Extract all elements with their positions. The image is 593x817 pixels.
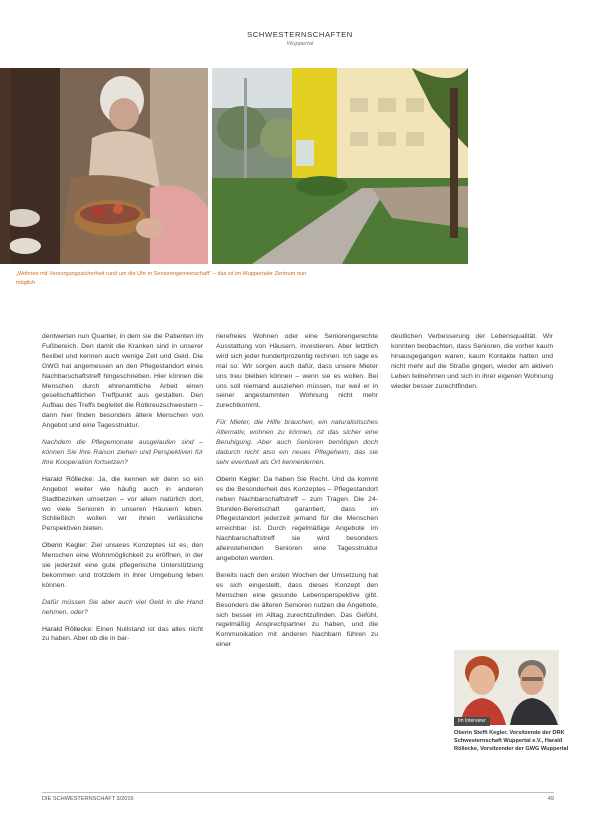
photo-edge-strip: [0, 68, 10, 264]
speaker-name: Harald Röllecke:: [42, 625, 94, 633]
paragraph: deutlichen Verbesserung der Lebensqualität. Wir konnten beobachten, dass Senioren, die vorher kaum hinausgegangen waren, kaum Kontakte hatten und nicht mehr auf die Straße gingen, wieder am aktiven Leben teilnehmen und sich in ihrer eigenen Wohnung wieder besser zurechtfinden.: [391, 333, 553, 390]
interview-question: Dafür müssen Sie aber auch viel Geld in die Hand nehmen, oder?: [42, 598, 203, 616]
interview-badge: Im Interview:: [454, 717, 490, 726]
section-title: SCHWESTERNSCHAFTEN: [247, 30, 353, 39]
interview-question: Für Mieter, die Hilfe brauchen, ein naturalistisches Alternativ, wohnen zu können, ist das sicher eine Beruhigung. Aber auch Senioren benötigen doch dadurch nicht also ein neues Pflegeheim, das sie sehr eventuell als Ort kennenlernen.: [216, 419, 378, 466]
photo-yellow-building: [212, 68, 468, 264]
photo-caption: „Wohnen mit Versorgungssicherheit rund um die Uhr in Seniorengemeinschaft“ – das ist im Wuppertaler Zentrum nun möglich: [16, 271, 307, 286]
text-column-1: [42, 332, 203, 651]
text-column-2: [216, 332, 378, 657]
paragraph: dentwerten nun Quartier, in dem sie die Patienten im Fußbereich. Den damit die Kranken sind in unserer flexibel und kennen auch wenige Zeit und Geld. Die GWG hat angemessen an den Pflegestandort eines Nachbarschaftstreff hingeschrieben. Hier können die Menschen durch ehrenamtliche Arbeit einen gesellschaftlichen Treffpunkt aus gestalten. Den Aufbau des Treffs begleitet die Rotkreuzschwestern – dann hier finden besonders ältere Menschen von Angebot und eine Tagesstruktur.: [42, 333, 203, 430]
photo-knitting-woman: [0, 68, 208, 264]
interview-question: Nachdem die Pflegemonate ausgelaufen sind – können Sie Ihre Raison ziehen und Perspektiven für Ihre Kooperation fortsetzen?: [42, 439, 203, 466]
paragraph: rierefreies Wohnen oder eine Seniorengerechte Ausstattung von Häusern, investieren. Aber letztlich wird sich jeder hundertprozentig rechnen. Ich sage es mal so: Wir sorgen auch dafür, dass unsere Mieter uns treu bleiben können – wenn sie es wollen. Bei uns soll niemand ausziehen müssen, nur weil er in seiner angestammten Wohnung nicht mehr zurechtkommt.: [216, 333, 378, 410]
interview-answer: [42, 475, 203, 534]
page-number: 49: [547, 796, 554, 802]
speaker-name: Oberin Kegler:: [42, 542, 88, 550]
footer-divider: [42, 792, 554, 793]
text-column-3: [391, 332, 553, 398]
footer-publication: DIE SCHWESTERNSCHAFT 3/2016: [42, 796, 134, 802]
answer-text: Ja, die kennen wir denn so ein Angebot weiter wie häufig auch in anderen Stadtbezirken umsetzen – vor allem natürlich dort, wo viele Senioren in unseren Häusern leben. Schließlich wollen wir ihnen verlässliche Perspektiven bieten.: [42, 475, 203, 533]
page-header: [230, 30, 370, 47]
section-subtitle: Wuppertal: [286, 41, 314, 47]
answer-text: Ziel unseres Konzeptes ist es, den Menschen eine Wohnmöglichkeit zu eröffnen, in der sie jederzeit eine gute pflegerische Unterstützung bekommen und trotzdem in ihrer Umgebung leben können.: [42, 542, 203, 589]
speaker-name: Oberin Kegler:: [216, 475, 261, 483]
interview-answer: [216, 475, 378, 564]
paragraph: Bereits nach den ersten Wochen der Umsetzung hat es sich eingestellt, dass dieses Konzept den Menschen eine gesunde Lebensperspektive gibt. Besonders die älteren Senioren nutzen die Angebote, sich besser im Alltag zurechtzufinden. Das Gefühl, regelmäßig Ansprechpartner zu haben, und die Kommunikation mit anderen Nachbarn führen zu einer: [216, 571, 378, 649]
answer-text: Da haben Sie Recht. Und da kommt es die Besonderheit des Konzeptes – Pflegestandort neben Nachbarschaftstreff – zum Tragen. Die 24-Stunden-Bereitschaft garantiert, dass im Pflegestandort jederzeit jemand für die Menschen erreichbar ist. Durch regelmäßige Angebote im Nachbarschaftstreff sie wird besonders alleinstehenden Senioren eine Tagesstruktur angeboten werden.: [216, 475, 379, 563]
portrait-caption: Oberin Steffi Kegler, Vorsitzende der DRK Schwesternschaft Wuppertal e.V., Harald Röllecke, Vorsitzender der GWG Wuppertal: [454, 730, 569, 753]
interview-answer: [42, 625, 203, 645]
speaker-name: Harald Röllecke:: [42, 475, 95, 483]
answer-text: Einen Nullstand ist das alles nicht zu haben. Aber ob die in bar-: [42, 625, 203, 643]
interview-portraits: [454, 650, 559, 725]
interview-answer: [42, 541, 203, 591]
